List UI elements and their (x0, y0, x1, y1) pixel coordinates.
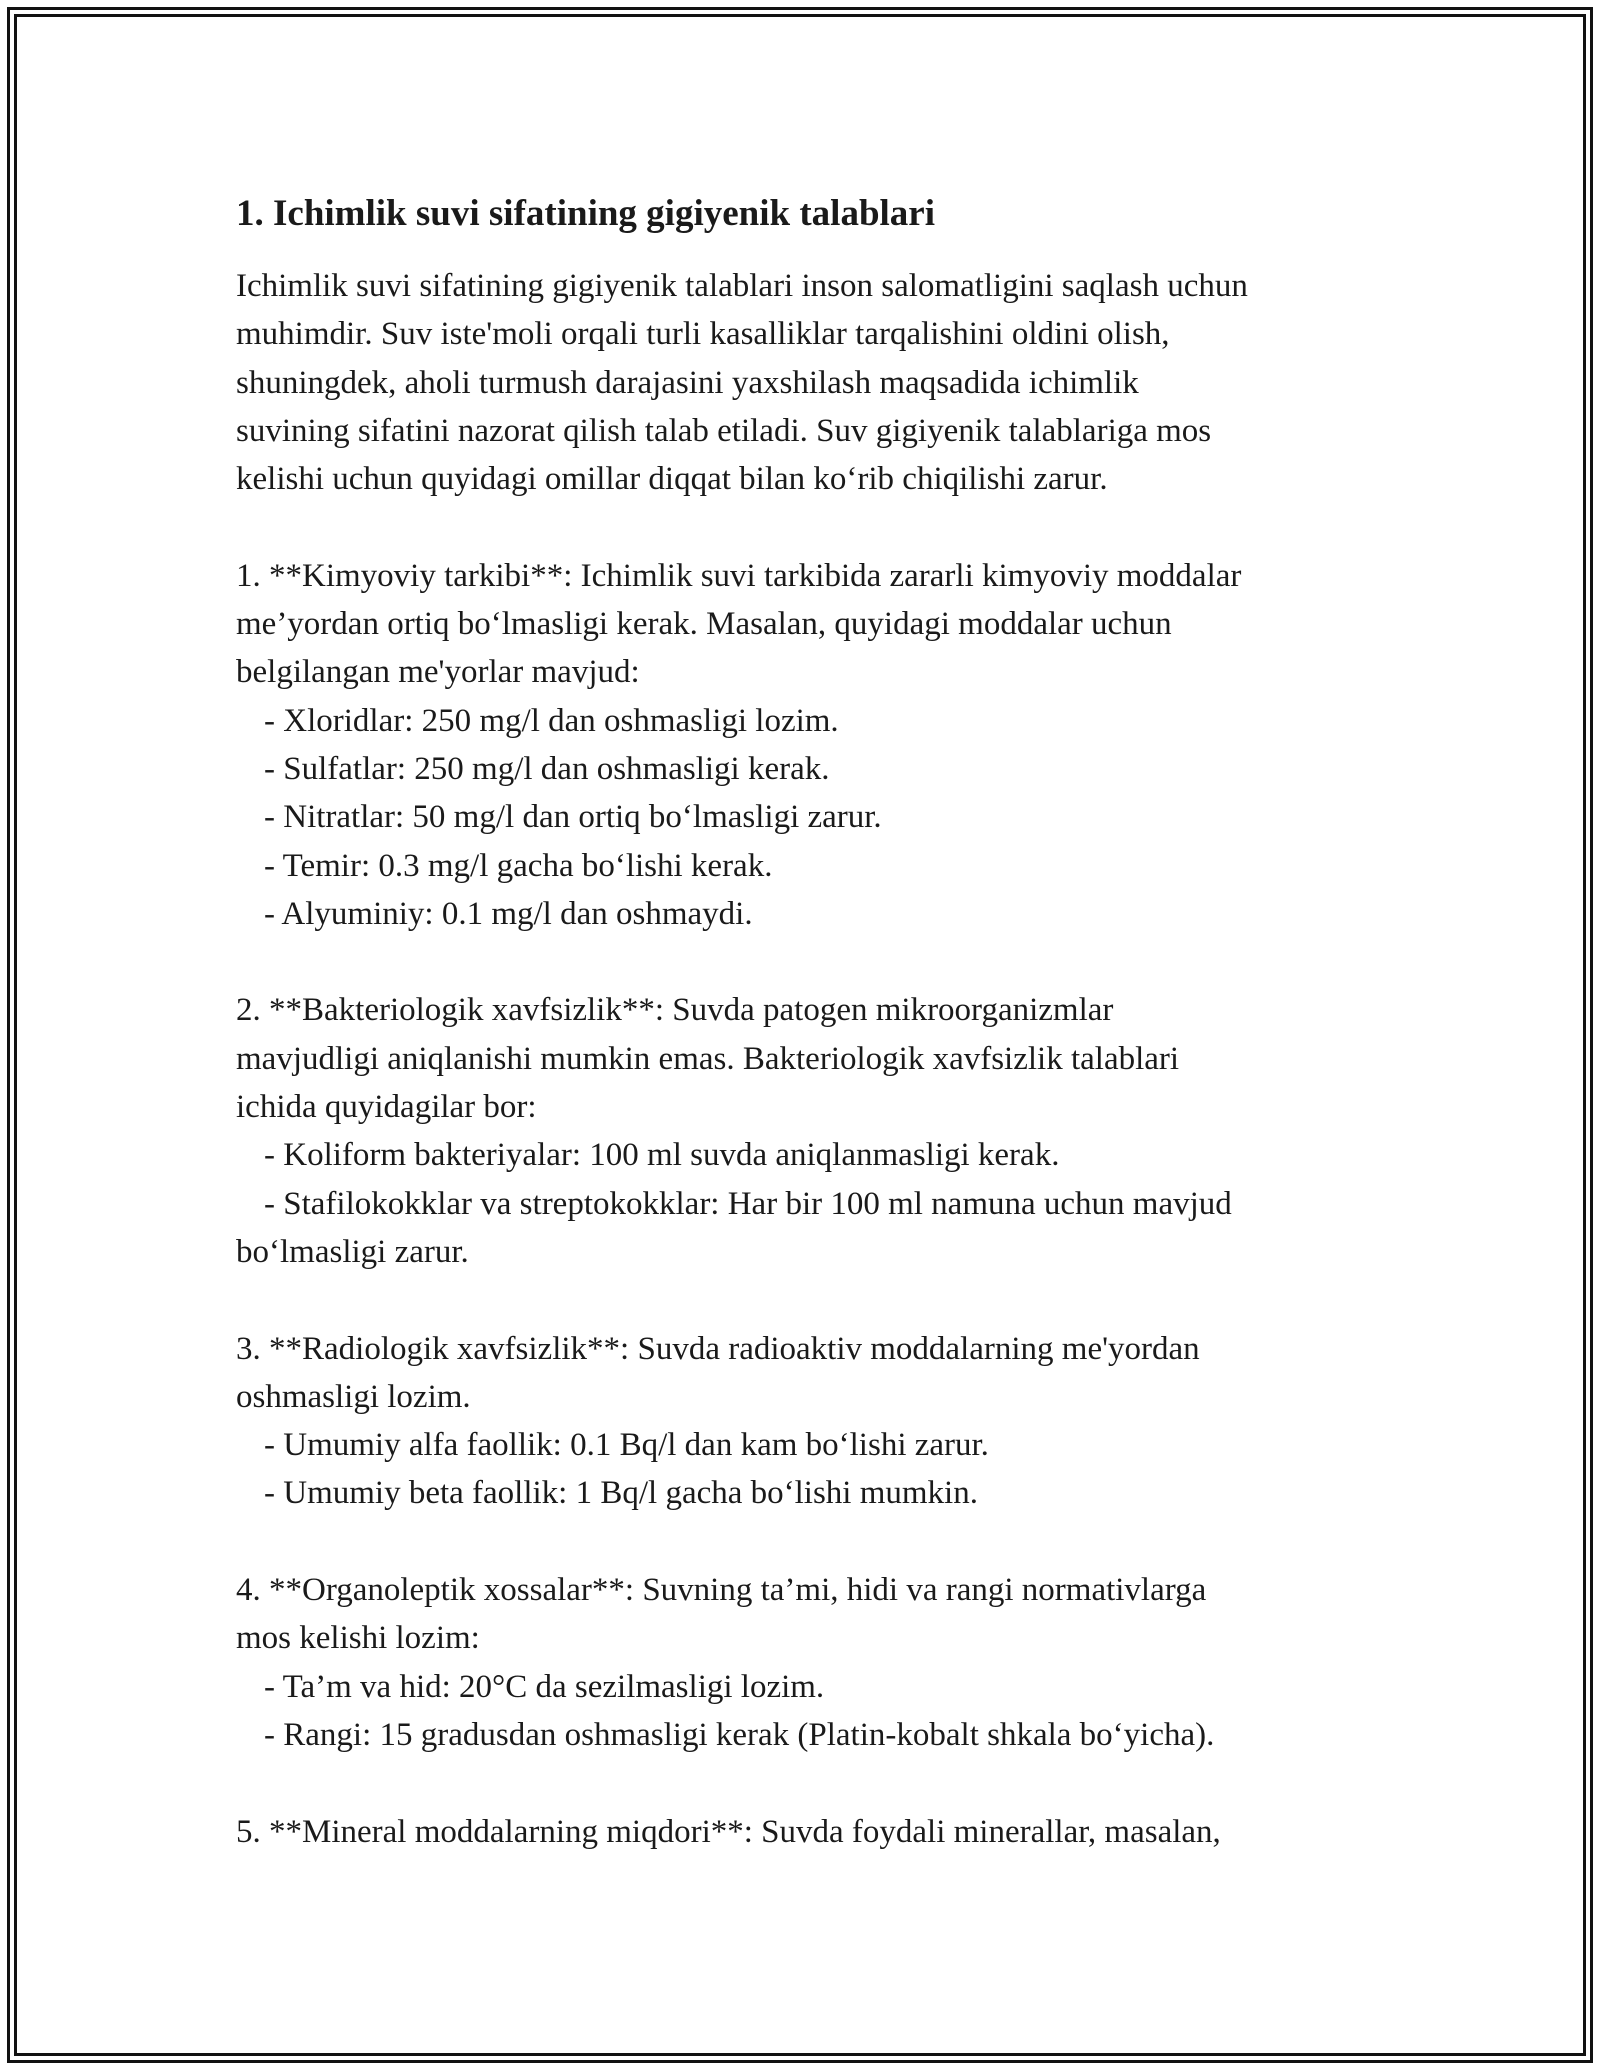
document-title: 1. Ichimlik suvi sifatining gigiyenik talablari (236, 193, 936, 234)
list-item: - Rangi: 15 gradusdan oshmasligi kerak (Platin-kobalt shkala bo‘yicha). (264, 1716, 1215, 1753)
list-item: - Koliform bakteriyalar: 100 ml suvda aniqlanmasligi kerak. (264, 1137, 1060, 1174)
paragraph-line: kelishi uchun quyidagi omillar diqqat bilan ko‘rib chiqilishi zarur. (236, 461, 1108, 498)
section-text-line: ichida quyidagilar bor: (236, 1089, 537, 1126)
list-item: - Umumiy beta faollik: 1 Bq/l gacha bo‘lishi mumkin. (264, 1475, 978, 1512)
section-text-line: mavjudligi aniqlanishi mumkin emas. Bakteriologik xavfsizlik talablari (236, 1040, 1180, 1077)
section-heading-line: 2. **Bakteriologik xavfsizlik**: Suvda patogen mikroorganizmlar (236, 992, 1114, 1029)
section-mineral-content (236, 1808, 1386, 1856)
list-item: - Temir: 0.3 mg/l gacha bo‘lishi kerak. (264, 847, 773, 884)
intro-paragraph (236, 262, 1386, 503)
section-organoleptic-properties (236, 1566, 1386, 1759)
document-body (236, 186, 1386, 1856)
paragraph-line: muhimdir. Suv iste'moli orqali turli kasalliklar tarqalishini oldini olish, (236, 316, 1170, 353)
section-text-line: mos kelishi lozim: (236, 1620, 480, 1657)
section-text-line: belgilangan me'yorlar mavjud: (236, 654, 640, 691)
list-item: - Umumiy alfa faollik: 0.1 Bq/l dan kam bo‘lishi zarur. (264, 1427, 989, 1464)
section-chemical-composition (236, 552, 1386, 938)
section-bacteriological-safety (236, 986, 1386, 1276)
paragraph-line: suvining sifatini nazorat qilish talab etiladi. Suv gigiyenik talablariga mos (236, 412, 1212, 449)
list-item: - Xloridlar: 250 mg/l dan oshmasligi lozim. (264, 702, 839, 739)
section-text-line: oshmasligi lozim. (236, 1378, 471, 1415)
section-heading-line: 1. **Kimyoviy tarkibi**: Ichimlik suvi tarkibida zararli kimyoviy moddalar (236, 557, 1242, 594)
section-heading-line: 3. **Radiologik xavfsizlik**: Suvda radioaktiv moddalarning me'yordan (236, 1330, 1200, 1367)
list-item: - Nitratlar: 50 mg/l dan ortiq bo‘lmasligi zarur. (264, 799, 882, 836)
section-radiological-safety (236, 1325, 1386, 1518)
paragraph-line: Ichimlik suvi sifatining gigiyenik talablari inson salomatligini saqlash uchun (236, 268, 1248, 304)
section-heading-line: 5. **Mineral moddalarning miqdori**: Suvda foydali minerallar, masalan, (236, 1813, 1221, 1850)
list-item-continuation: bo‘lmasligi zarur. (236, 1233, 469, 1270)
section-heading-line: 4. **Organoleptik xossalar**: Suvning ta’mi, hidi va rangi normativlarga (236, 1572, 1207, 1609)
list-item: - Sulfatlar: 250 mg/l dan oshmasligi kerak. (264, 750, 830, 787)
list-item: - Ta’m va hid: 20°C da sezilmasligi lozim. (264, 1668, 825, 1705)
section-text-line: me’yordan ortiq bo‘lmasligi kerak. Masalan, quyidagi moddalar uchun (236, 606, 1172, 643)
paragraph-line: shuningdek, aholi turmush darajasini yaxshilash maqsadida ichimlik (236, 364, 1139, 401)
list-item: - Alyuminiy: 0.1 mg/l dan oshmaydi. (264, 895, 753, 932)
list-item: - Stafilokokklar va streptokokklar: Har bir 100 ml namuna uchun mavjud (264, 1185, 1232, 1222)
